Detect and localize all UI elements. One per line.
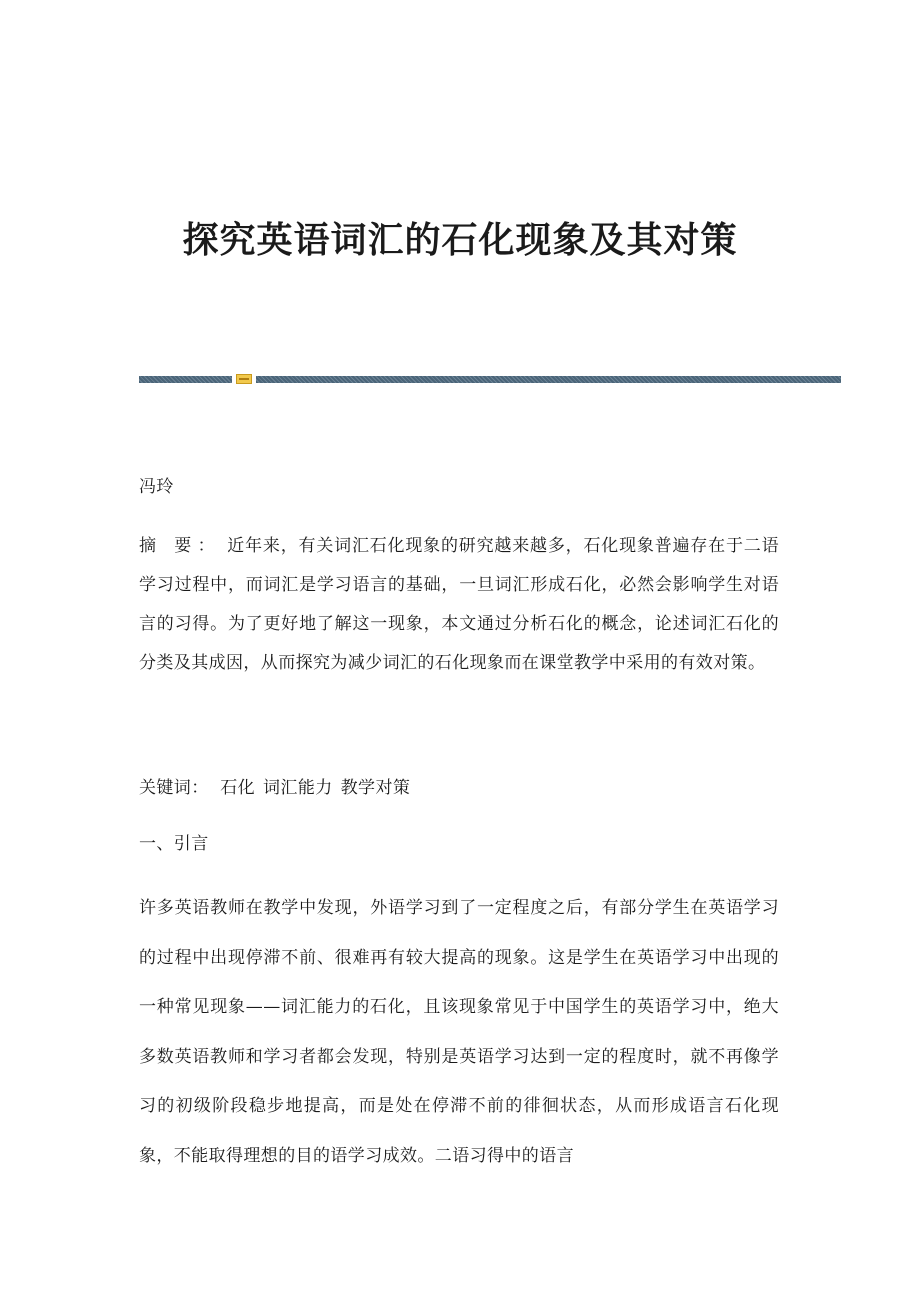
- decorative-divider: [139, 374, 841, 384]
- divider-ornament-icon: [236, 374, 252, 384]
- abstract-paragraph: [139, 527, 779, 683]
- divider-bar-left: [139, 376, 232, 383]
- abstract-label: 摘 要：: [139, 536, 222, 556]
- section-heading: 一、引言: [139, 834, 209, 854]
- keyword-item: 词汇能力: [263, 778, 333, 798]
- author-name: 冯玲: [139, 477, 174, 497]
- keyword-item: 石化: [220, 778, 256, 798]
- keywords-line: [139, 773, 779, 803]
- divider-bar-right: [256, 376, 841, 383]
- keyword-item: 教学对策: [340, 778, 411, 798]
- document-title: 探究英语词汇的石化现象及其对策: [182, 219, 738, 261]
- intro-paragraph: 许多英语教师在教学中发现，外语学习到了一定程度之后，有部分学生在英语学习的过程中出现停滞不前、很难再有较大提高的现象。这是学生在英语学习中出现的一种常见现象——词汇能力的石化，且该现象常见于中国学生的英语学习中，绝大多数英语教师和学习者都会发现，特别是英语学习达到一定的程度时，就不再像学习的初级阶段稳步地提高，而是处在停滞不前的徘徊状态，从而形成语言石化现象，不能取得理想的目的语学习成效。二语习得中的语言: [139, 898, 779, 1166]
- abstract-text: 近年来，有关词汇石化现象的研究越来越多，石化现象普遍存在于二语学习过程中，而词汇是学习语言的基础，一旦词汇形成石化，必然会影响学生对语言的习得。为了更好地了解这一现象，本文通过分析石化的概念，论述词汇石化的分类及其成因，从而探究为减少词汇的石化现象而在课堂教学中采用的有效对策。: [139, 536, 779, 673]
- keywords-label: 关键词：: [139, 778, 209, 798]
